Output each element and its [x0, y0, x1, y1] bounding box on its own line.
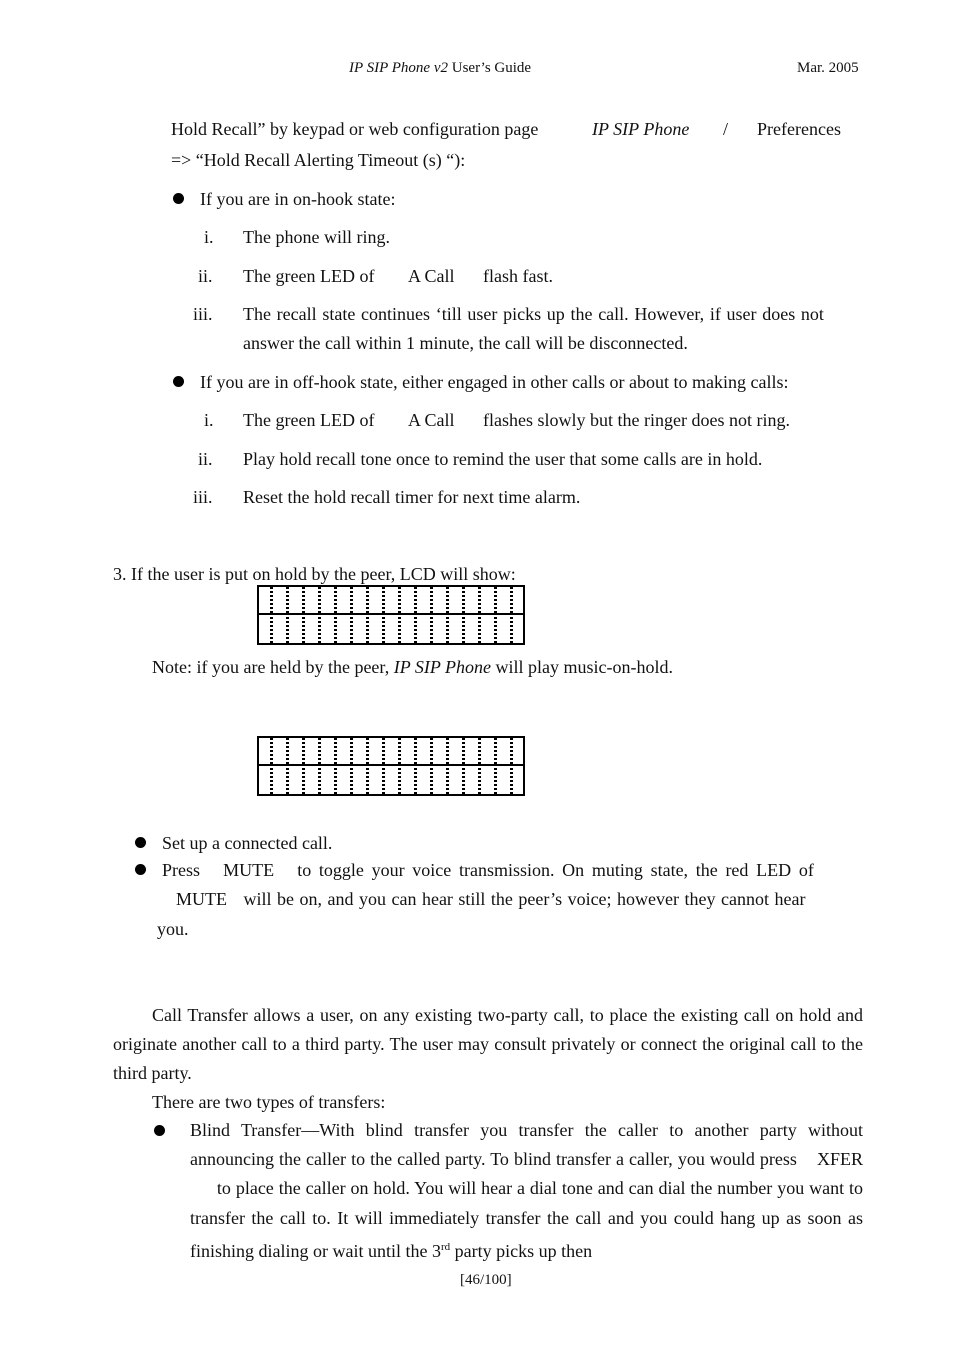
mute-item-2-line2: MUTE will be on, and you can hear still the peer’s voice; however they cannot hear	[176, 889, 806, 909]
onhook-item-1-text: The phone will ring.	[243, 227, 390, 247]
bullet-icon	[173, 376, 184, 387]
offhook-title: If you are in off-hook state, either engaged in other calls or about to making calls:	[200, 372, 789, 392]
held-line: 3. If the user is put on hold by the peer, LCD will show:	[113, 564, 516, 584]
blind-sup: rd	[440, 1240, 451, 1253]
blind-key-xfer: XFER	[816, 1149, 863, 1170]
onhook-item-3-num: iii.	[193, 304, 213, 324]
hold-recall-line1-c: /	[723, 119, 729, 139]
held-note-b: IP SIP Phone	[393, 657, 492, 677]
lcd-display-held	[257, 585, 525, 645]
bullet-icon	[154, 1125, 165, 1136]
onhook-item-2-num: ii.	[198, 266, 213, 286]
header-guide: User’s Guide	[448, 60, 532, 76]
offhook-item-2-text: Play hold recall tone once to remind the user that some calls are in hold.	[243, 449, 763, 469]
transfer-paragraph	[113, 1001, 863, 1088]
blind-text-a: Blind Transfer—With blind transfer you transfer the caller to another party without announcing the caller to the called party. To blind transfer a caller, you would press	[190, 1120, 863, 1170]
onhook-title: If you are in on-hook state:	[200, 189, 396, 209]
blind-transfer-paragraph	[190, 1116, 863, 1266]
header-date: Mar. 2005	[797, 60, 859, 76]
held-note	[152, 658, 673, 676]
hold-recall-line2: => “Hold Recall Alerting Timeout (s) “):	[171, 150, 466, 170]
transfer-paragraph-text: Call Transfer allows a user, on any existing two-party call, to place the existing call on hold and originate another call to a third party. The user may consult privately or connect the original call to the third party.	[113, 1005, 863, 1083]
onhook-item-3-text: The recall state continues ‘till user picks up the call. However, if user does not	[243, 304, 824, 324]
blind-text-b: to place the caller on hold. You will hear a dial tone and can dial the number you want to transfer the call to. It will immediately transfer the call and you could hang up as soon as finishing dialing or wait until the 3	[190, 1178, 864, 1261]
lcd-row	[259, 768, 523, 796]
mute-item-1: Set up a connected call.	[162, 833, 333, 853]
offhook-item-2-num: ii.	[198, 449, 213, 469]
offhook-item-1-text-a: The green LED of	[243, 410, 375, 430]
lcd-row	[259, 738, 523, 766]
bullet-icon	[135, 864, 146, 875]
running-header	[349, 61, 531, 76]
hold-recall-line1-b: IP SIP Phone	[592, 119, 690, 139]
onhook-item-2-text-b: flash fast.	[483, 266, 553, 286]
blind-text-c: party picks up then	[450, 1240, 593, 1261]
hold-recall-line1-a: Hold Recall” by keypad or web configuration page	[171, 119, 539, 139]
held-note-c: will play music-on-hold.	[491, 657, 673, 677]
bullet-icon	[173, 193, 184, 204]
lcd-row	[259, 587, 523, 615]
page-number: [46/100]	[460, 1272, 512, 1288]
header-product: IP SIP Phone v2	[349, 60, 449, 76]
bullet-icon	[135, 837, 146, 848]
held-note-a: Note: if you are held by the peer,	[152, 657, 394, 677]
lcd-row	[259, 617, 523, 645]
offhook-item-3-text: Reset the hold recall timer for next time alarm.	[243, 487, 581, 507]
onhook-item-2-key: A Call	[408, 266, 455, 286]
offhook-item-1-num: i.	[204, 410, 214, 430]
onhook-item-1-num: i.	[204, 227, 214, 247]
transfer-types: There are two types of transfers:	[152, 1092, 386, 1112]
lcd-display-mute	[257, 736, 525, 796]
hold-recall-line1-d: Preferences	[757, 119, 841, 139]
onhook-item-2-text-a: The green LED of	[243, 266, 375, 286]
mute-item-2-line3: you.	[157, 919, 189, 939]
offhook-item-1-key: A Call	[408, 410, 455, 430]
onhook-item-3-text2: answer the call within 1 minute, the call will be disconnected.	[243, 333, 688, 353]
offhook-item-3-num: iii.	[193, 487, 213, 507]
mute-item-2-line1: Press MUTE to toggle your voice transmission. On muting state, the red LED of	[162, 860, 814, 880]
offhook-item-1-text-b: flashes slowly but the ringer does not ring.	[483, 410, 790, 430]
